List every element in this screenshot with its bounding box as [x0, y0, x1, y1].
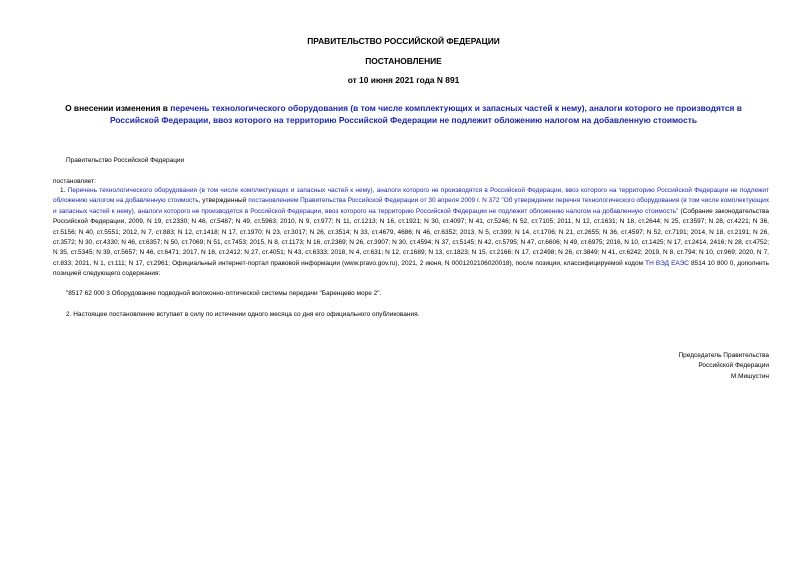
- item-1-text-1: , утвержденный: [198, 197, 249, 205]
- document-title: [40, 103, 767, 126]
- resolves-label: постановляет:: [53, 178, 96, 185]
- link-equipment-list[interactable]: Перечень технологического оборудования (в том числе комплектующих и запасных частей к нему), аналоги которого не производятся в Российской Федерации, ввоз которого на территорию Российской Федерации не подлежит обложению налогом на добавленную стоимость: [53, 187, 769, 205]
- document-type: ПОСТАНОВЛЕНИЕ: [365, 56, 442, 66]
- link-resolution-372[interactable]: постановлением Правительства Российской Федерации от 30 апреля 2009 г. N 372 "Об утверждении перечня технологического оборудования (в том числе комплектующих и запасных частей к нему), аналоги которого не производятся в Российской Федерации, ввоз которого на территорию Российской Федерации не подлежит обложению налогом на добавленную стоимость": [53, 197, 769, 215]
- new-position-quote: "8517 62 000 3 Оборудование подводной волоконно-оптической системы передачи "Баренцево море 2".: [66, 290, 382, 297]
- signature-block: [678, 351, 769, 382]
- link-tn-ved[interactable]: ТН ВЭД ЕАЭС: [645, 259, 689, 267]
- item-1-number: 1.: [60, 187, 68, 194]
- government-header: ПРАВИТЕЛЬСТВО РОССИЙСКОЙ ФЕДЕРАЦИИ: [307, 36, 500, 46]
- signature-position: Председатель Правительства: [678, 352, 769, 359]
- item-1-text-2: (Собрание законодательства Российской Федерации, 2009, N 19, ст.2330; N 46, ст.5487; N 49, ст.5963; 2010, N 9, ст.977; N 11, ст.1213; N 16, ст.1921; N 30, ст.4097; N 41, ст.5246; N 52, ст.7105; 2011, N 12, ст.1631; N 18, ст.2644; N 25, ст.3597; N 28, ст.4221; N 36, ст.5156; N 40, ст.5551; 2012, N 7, ст.883; N 12, ст.1418; N 17, ст.1970; N 23, ст.3017; N 26, ст.3514; N 33, ст.4679, 4686; N 46, ст.6352; 2013, N 5, ст.399; N 14, ст.1706; N 21, ст.2655; N 36, ст.4597; N 52, ст.7191; 2014, N 18, ст.2191; N 26, ст.3572; N 30, ст.4330; N 46, ст.6357; N 50, ст.7069; N 51, ст.7453; 2015, N 8, ст.1173; N 16, ст.2369; N 26, ст.3907; N 30, ст.4594; N 37, ст.5145; N 42, ст.5795; N 47, ст.6606; N 49, ст.6975; 2016, N 10, ст.1425; N 17, ст.2414, 2416; N 28, ст.4752; N 35, ст.5345; N 39, ст.5657; N 46, ст.6471; 2017, N 16, ст.2412; N 27, ст.4051; N 43, ст.6333; 2018, N 4, ст.631; N 12, ст.1689; N 13, ст.1823; N 15, ст.2166; N 17, ст.2498; N 26, ст.3849; N 41, ст.6242; 2019, N 8, ст.794; N 10, ст.969; 2020, N 7, ст.833; 2021, N 1, ст.111; N 17, ст.2961; Официальный интернет-портал правовой информации (www.pravo.gov.ru), 2021, 2 июня, N 0001202106020018), после позиции, классифицируемой кодом: [53, 207, 769, 267]
- item-1-text-3: 8514 10 800 0, дополнить позицией следующего содержания:: [53, 259, 770, 278]
- item-2-paragraph: 2. Настоящее постановление вступает в силу по истечении одного месяца со дня его официального опубликования.: [66, 311, 420, 318]
- signature-country: Российской Федерации: [698, 362, 769, 370]
- title-prefix: О внесении изменения в: [65, 103, 171, 113]
- item-1-paragraph: [53, 186, 769, 280]
- signature-name: М.Мишустин: [730, 372, 769, 380]
- government-subject: Правительство Российской Федерации: [66, 157, 185, 164]
- title-link-equipment-list[interactable]: перечень технологического оборудования (в том числе комплектующих и запасных частей к нему), аналоги которого не производятся в Российской Федерации, ввоз которого на территорию Российской Федерации не подлежит обложению налогом на добавленную стоимость: [110, 103, 742, 125]
- document-date-number: от 10 июня 2021 года N 891: [347, 75, 460, 85]
